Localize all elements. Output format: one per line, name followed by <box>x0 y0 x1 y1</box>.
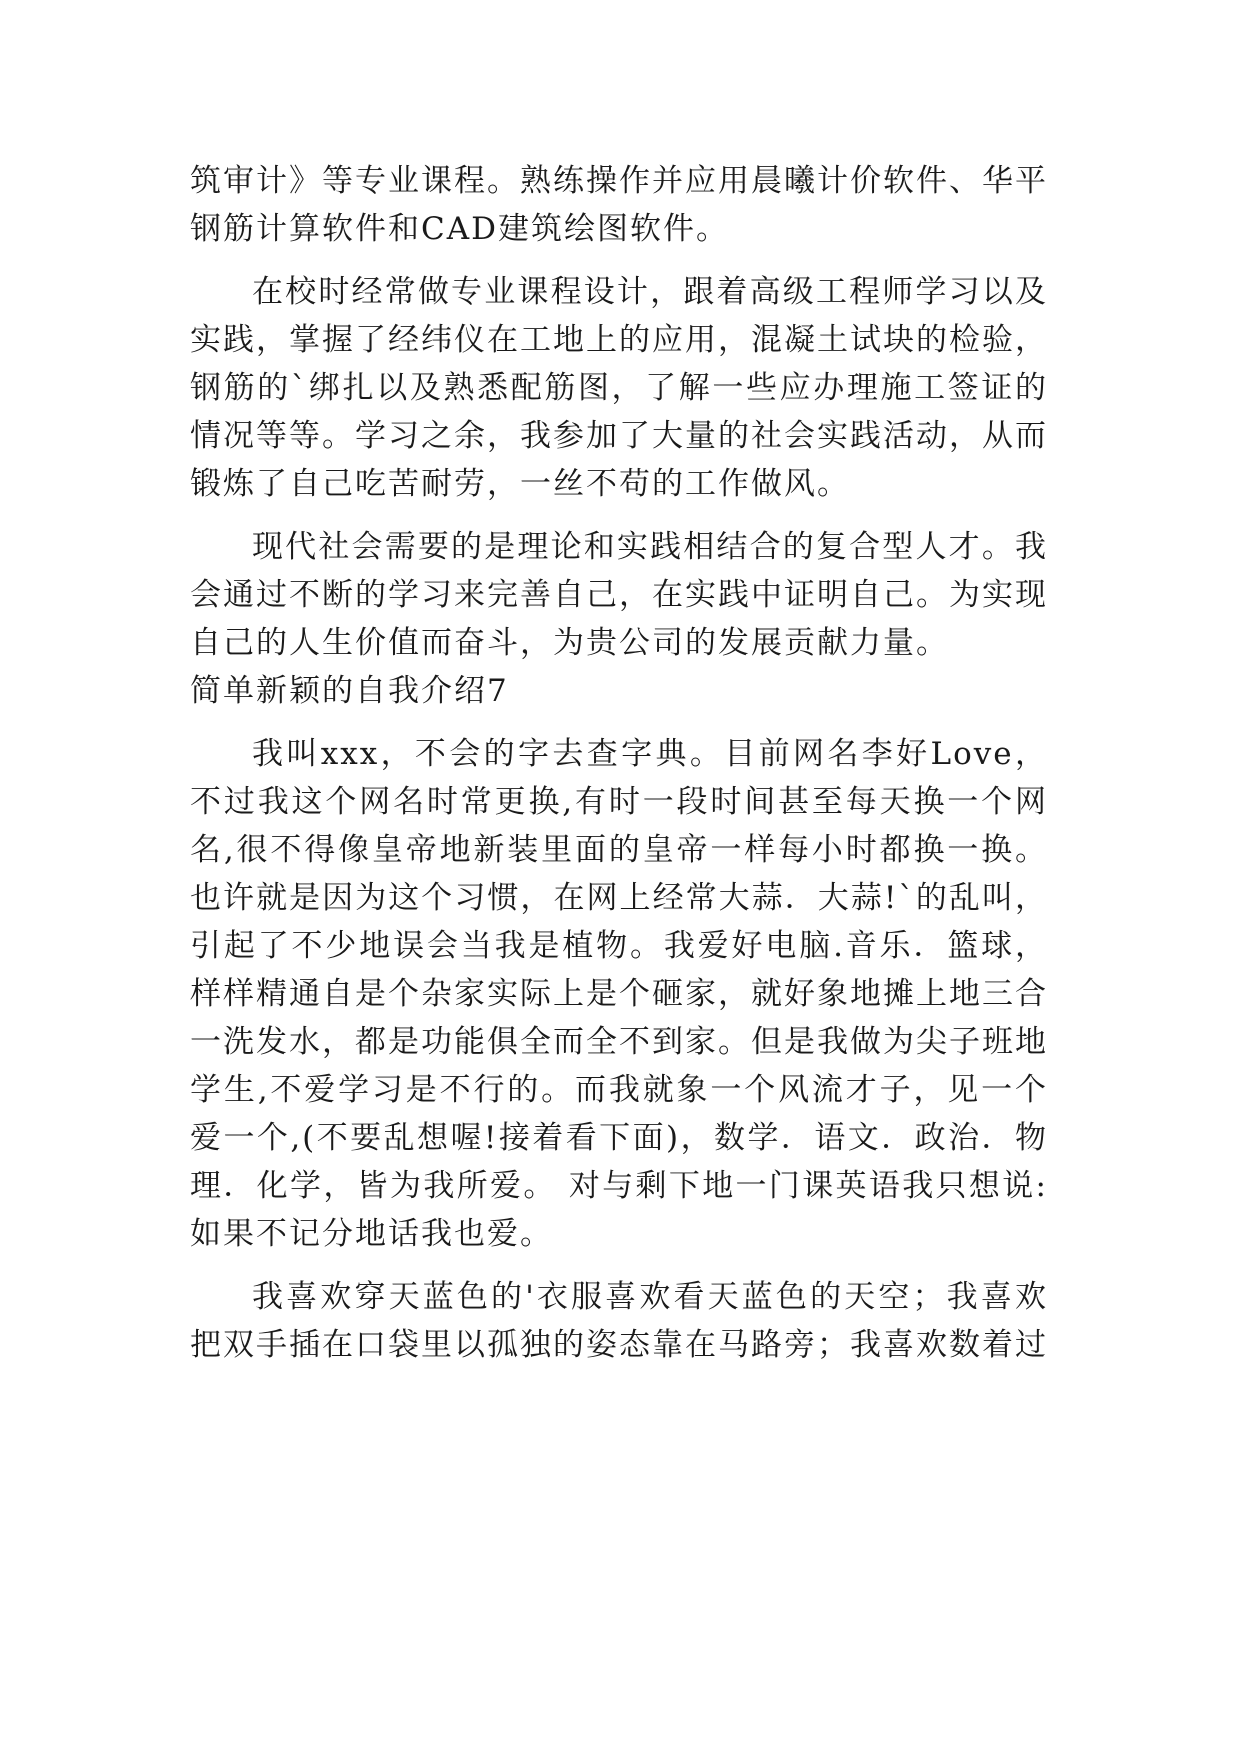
paragraph: 我叫xxx，不会的字去查字典。目前网名李好Love，不过我这个网名时常更换,有时一段时间甚至每天换一个网名,很不得像皇帝地新装里面的皇帝一样每小时都换一换。也许就是因为这个习惯，在网上经常大蒜．大蒜!`的乱叫，引起了不少地误会当我是植物。我爱好电脑.音乐．篮球，样样精通自是个杂家实际上是个砸家，就好象地摊上地三合一洗发水，都是功能俱全而全不到家。但是我做为尖子班地学生,不爱学习是不行的。而我就象一个风流才子，见一个爱一个,(不要乱想喔!接着看下面)，数学．语文．政治．物理．化学，皆为我所爱。 对与剩下地一门课英语我只想说:如果不记分地话我也爱。 <box>190 736 1048 1252</box>
section-heading: 简单新颖的自我介绍7 <box>190 673 509 709</box>
paragraph: 在校时经常做专业课程设计，跟着高级工程师学习以及实践，掌握了经纬仪在工地上的应用，混凝土试块的检验，钢筋的`绑扎以及熟悉配筋图，了解一些应办理施工签证的情况等等。学习之余，我参加了大量的社会实践活动，从而锻炼了自己吃苦耐劳，一丝不苟的工作做风。 <box>190 274 1048 502</box>
paragraph: 我喜欢穿天蓝色的'衣服喜欢看天蓝色的天空；我喜欢把双手插在口袋里以孤独的姿态靠在马路旁；我喜欢数着过 <box>190 1279 1048 1363</box>
document-body <box>190 157 1048 1369</box>
paragraph: 现代社会需要的是理论和实践相结合的复合型人才。我会通过不断的学习来完善自己，在实践中证明自己。为实现自己的人生价值而奋斗，为贵公司的发展贡献力量。 <box>190 529 1048 661</box>
paragraph-continued: 筑审计》等专业课程。熟练操作并应用晨曦计价软件、华平钢筋计算软件和CAD建筑绘图软件。 <box>190 163 1048 247</box>
